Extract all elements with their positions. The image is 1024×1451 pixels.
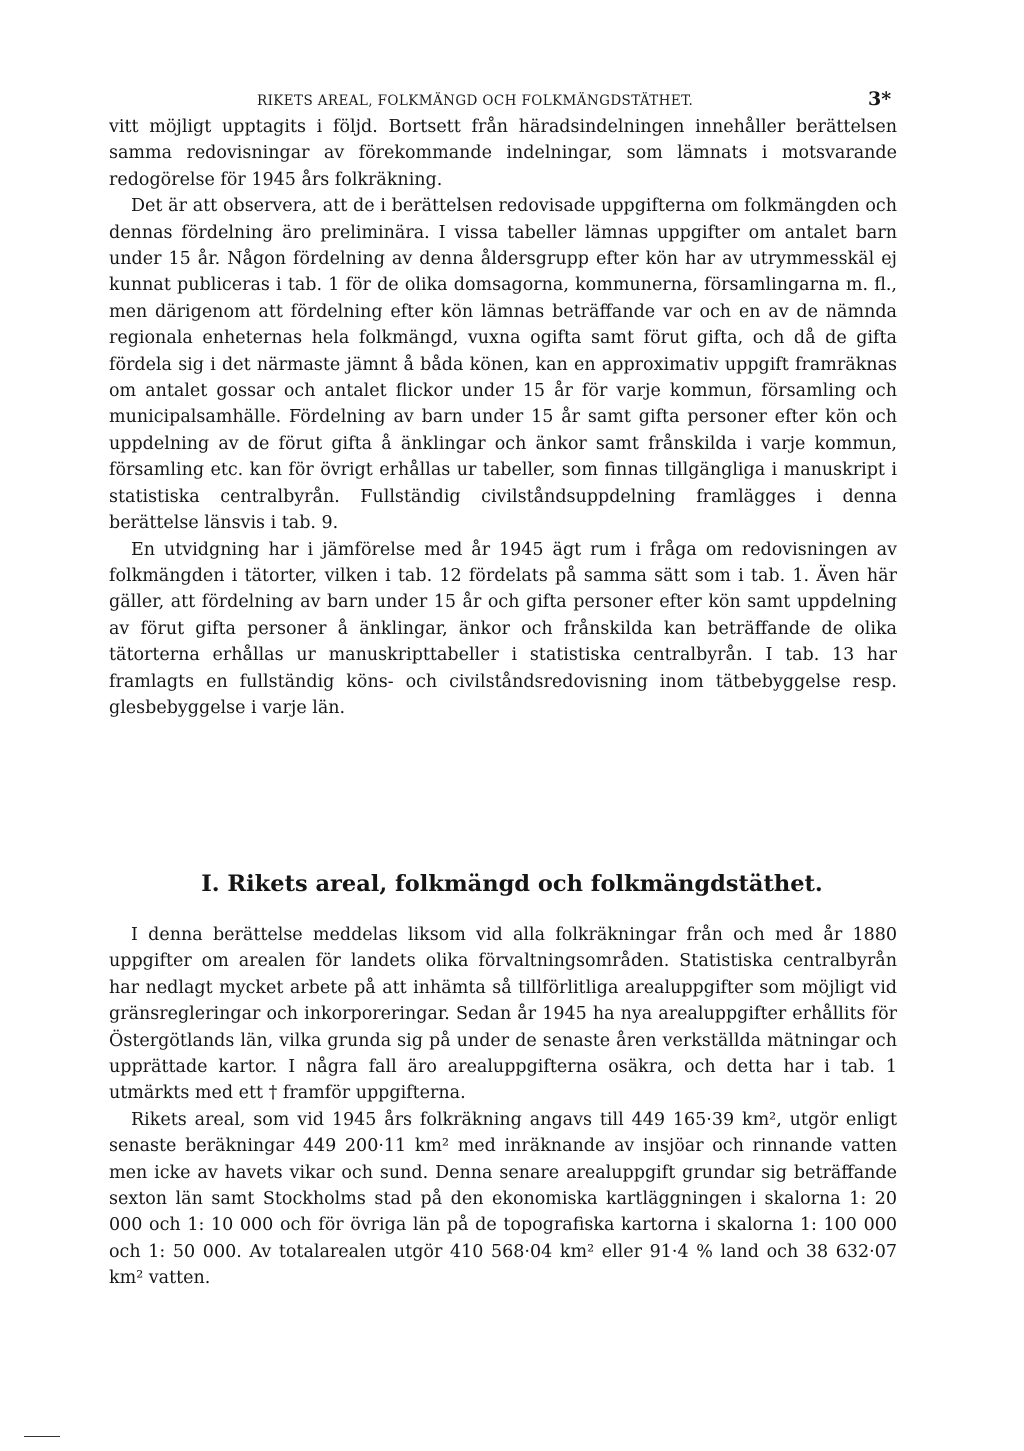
page-number: 3* xyxy=(868,88,892,110)
footer-rule xyxy=(24,1436,60,1437)
paragraph: I denna berättelse meddelas liksom vid alla folkräkningar från och med år 1880 uppgifter om arealen för landets olika förvaltningsområden. Statistiska centralbyrån har nedlagt mycket arbete på att inhämta så tillförlitliga arealuppgifter som möjligt vid gränsregleringar och inkorporeringar. Sedan år 1945 ha nya arealuppgifter erhållits för Östergötlands län, vilka grunda sig på under de senaste åren verkställda mätningar och upprättade kartor. I några fall äro arealuppgifterna osäkra, och detta har i tab. 1 utmärkts med ett † framför uppgifterna. xyxy=(109,925,897,1104)
paragraph: vitt möjligt upptagits i följd. Bortsett från häradsindelningen innehåller berättelsen samma redovisningar av förekommande indelningar, som lämnats i motsvarande redogörelse för 1945 års folkräkning. xyxy=(109,117,897,190)
paragraph: Rikets areal, som vid 1945 års folkräkning angavs till 449 165·39 km², utgör enligt senaste beräkningar 449 200·11 km² med inräknande av insjöar och rinnande vatten men icke av havets vikar och sund. Denna senare arealuppgift grundar sig beträffande sexton län samt Stockholms stad på den ekonomiska kartläggningen i skalorna 1: 20 000 och 1: 10 000 och för övriga län på de topografiska kartorna i skalorna 1: 100 000 och 1: 50 000. Av totalarealen utgör 410 568·04 km² eller 91·4 % land och 38 632·07 km² vatten. xyxy=(109,1109,897,1289)
section-heading: I. Rikets areal, folkmängd och folkmängdstäthet. xyxy=(201,871,823,897)
paragraph: En utvidgning har i jämförelse med år 1945 ägt rum i fråga om redovisningen av folkmängden i tätorter, vilken i tab. 12 fördelats på samma sätt som i tab. 1. Även här gäller, att fördelning av barn under 15 år och gifta personer efter kön samt uppdelning av förut gifta personer å änklingar, änkor och frånskilda kan beträffande de olika tätorterna erhållas ur manuskripttabeller i statistiska centralbyrån. I tab. 13 har framlagts en fullständig köns- och civilståndsredovisning inom tätbebyggelse resp. glesbebyggelse i varje län. xyxy=(109,539,897,718)
intro-text xyxy=(109,114,897,721)
running-title: RIKETS AREAL, FOLKMÄNGD OCH FOLKMÄNGDSTÄTHET. xyxy=(257,93,694,109)
paragraph: Det är att observera, att de i berättelsen redovisade uppgifterna om folkmängden och dennas fördelning äro preliminära. I vissa tabeller lämnas uppgifter om antalet barn under 15 år. Någon fördelning av denna åldersgrupp efter kön har av utrymmesskäl ej kunnat publiceras i tab. 1 för de olika domsagorna, kommunerna, församlingarna m. fl., men därigenom att fördelning efter kön lämnas beträffande var och en av de nämnda regionala enheternas hela folkmängd, vuxna ogifta samt förut gifta, och då de gifta fördela sig i det närmaste jämnt å båda könen, kan en approximativ uppgift framräknas om antalet gossar och antalet flickor under 15 år för varje kommun, församling och municipalsamhälle. Fördelning av barn under 15 år samt gifta personer efter kön och uppdelning av de förut gifta å änklingar och änkor samt frånskilda i varje kommun, församling etc. kan för övrigt erhållas ur tabeller, som finnas tillgängliga i manuskript i statistiska centralbyrån. Fullständig civilståndsuppdelning framlägges i denna berättelse länsvis i tab. 9. xyxy=(109,196,897,534)
section-text xyxy=(109,922,897,1292)
